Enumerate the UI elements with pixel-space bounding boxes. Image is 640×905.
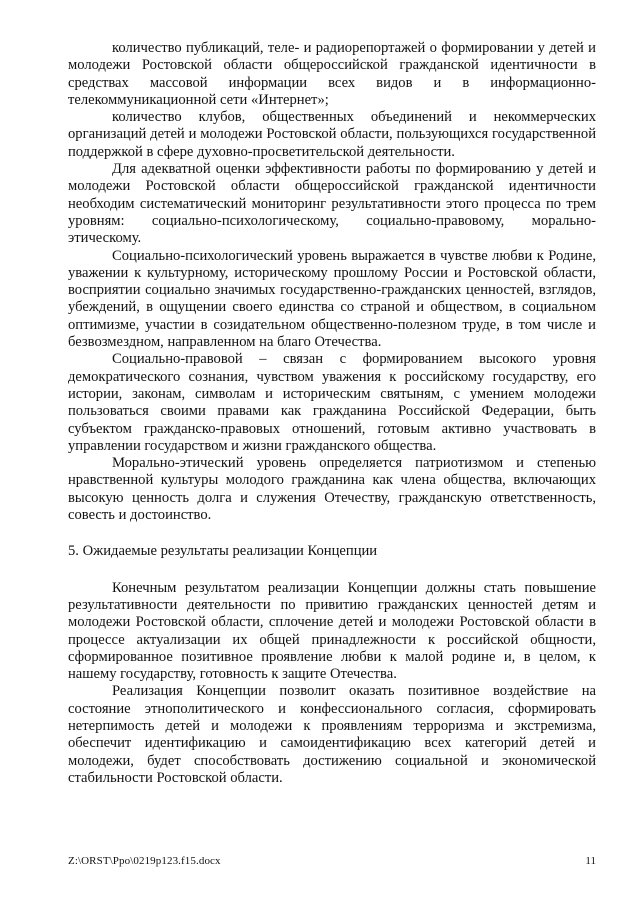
paragraph-clubs-count: количество клубов, общественных объединений и некоммерческих организаций детей и молодежи Ростовской области, пользующихся государственной поддержкой в сфере духовно-просветительской деятельности. — [68, 109, 596, 160]
paragraph-monitoring: Для адекватной оценки эффективности работы по формированию у детей и молодежи Ростовской области общероссийской гражданской идентичности необходим систематический мониторинг результативности этого процесса по трем уровням: социально-психологическому, социально-правовому, морально-этическому. — [68, 161, 596, 247]
paragraph-publications-count: количество публикаций, теле- и радиорепортажей о формировании у детей и молодежи Ростовской области общероссийской гражданской идентичности в средствах массовой информации всех видов и в информационно-телекоммуникационной сети «Интернет»; — [68, 40, 596, 108]
footer-file-path: Z:\ORST\Ppo\0219p123.f15.docx — [68, 855, 221, 867]
paragraph-socio-psychological: Социально-психологический уровень выражается в чувстве любви к Родине, уважении к культурному, историческому прошлому России и Ростовской области, восприятии социально значимых государственно-гражданских ценностей, взглядов, убеждений, в ощущении своего единства со страной и обществом, в социальном оптимизме, участии в созидательном общественно-полезном труде, в том числе и безвозмездном, направленном на благо Отечества. — [68, 247, 596, 351]
document-body — [68, 40, 596, 787]
paragraph-moral-ethical: Морально-этический уровень определяется патриотизмом и степенью нравственной культуры молодого гражданина как члена общества, включающих высокую ценность долга и служения Отечеству, гражданскую ответственность, совесть и достоинство. — [68, 455, 596, 524]
paragraph-socio-legal: Социально-правовой – связан с формированием высокого уровня демократического сознания, чувством уважения к российскому государству, его истории, законам, символам и историческим святыням, с умением молодежи пользоваться своими правами как гражданина Российской Федерации, быть субъектом гражданско-правовых отношений, готовым активно участвовать в управлении государством и жизни гражданского общества. — [68, 351, 596, 454]
section-heading: 5. Ожидаемые результаты реализации Концепции — [68, 543, 378, 560]
paragraph-concept-impact: Реализация Концепции позволит оказать позитивное воздействие на состояние этнополитического и конфессионального согласия, сформировать нетерпимость детей и молодежи к проявлениям терроризма и экстремизма, обеспечит идентификацию и самоидентификацию всех категорий детей и молодежи, будет способствовать достижению социальной и экономической стабильности Ростовской области. — [68, 683, 596, 786]
paragraph-final-result: Конечным результатом реализации Концепции должны стать повышение результативности деятельности по привитию гражданских ценностей детям и молодежи Ростовской области, сплочение детей и молодежи Ростовской области в процессе актуализации их общей принадлежности к российской общности, сформированное позитивное проявление любви к малой родине и, в целом, к нашему государству, готовность к защите Отечества. — [68, 579, 596, 683]
footer-page-number: 11 — [585, 855, 596, 867]
